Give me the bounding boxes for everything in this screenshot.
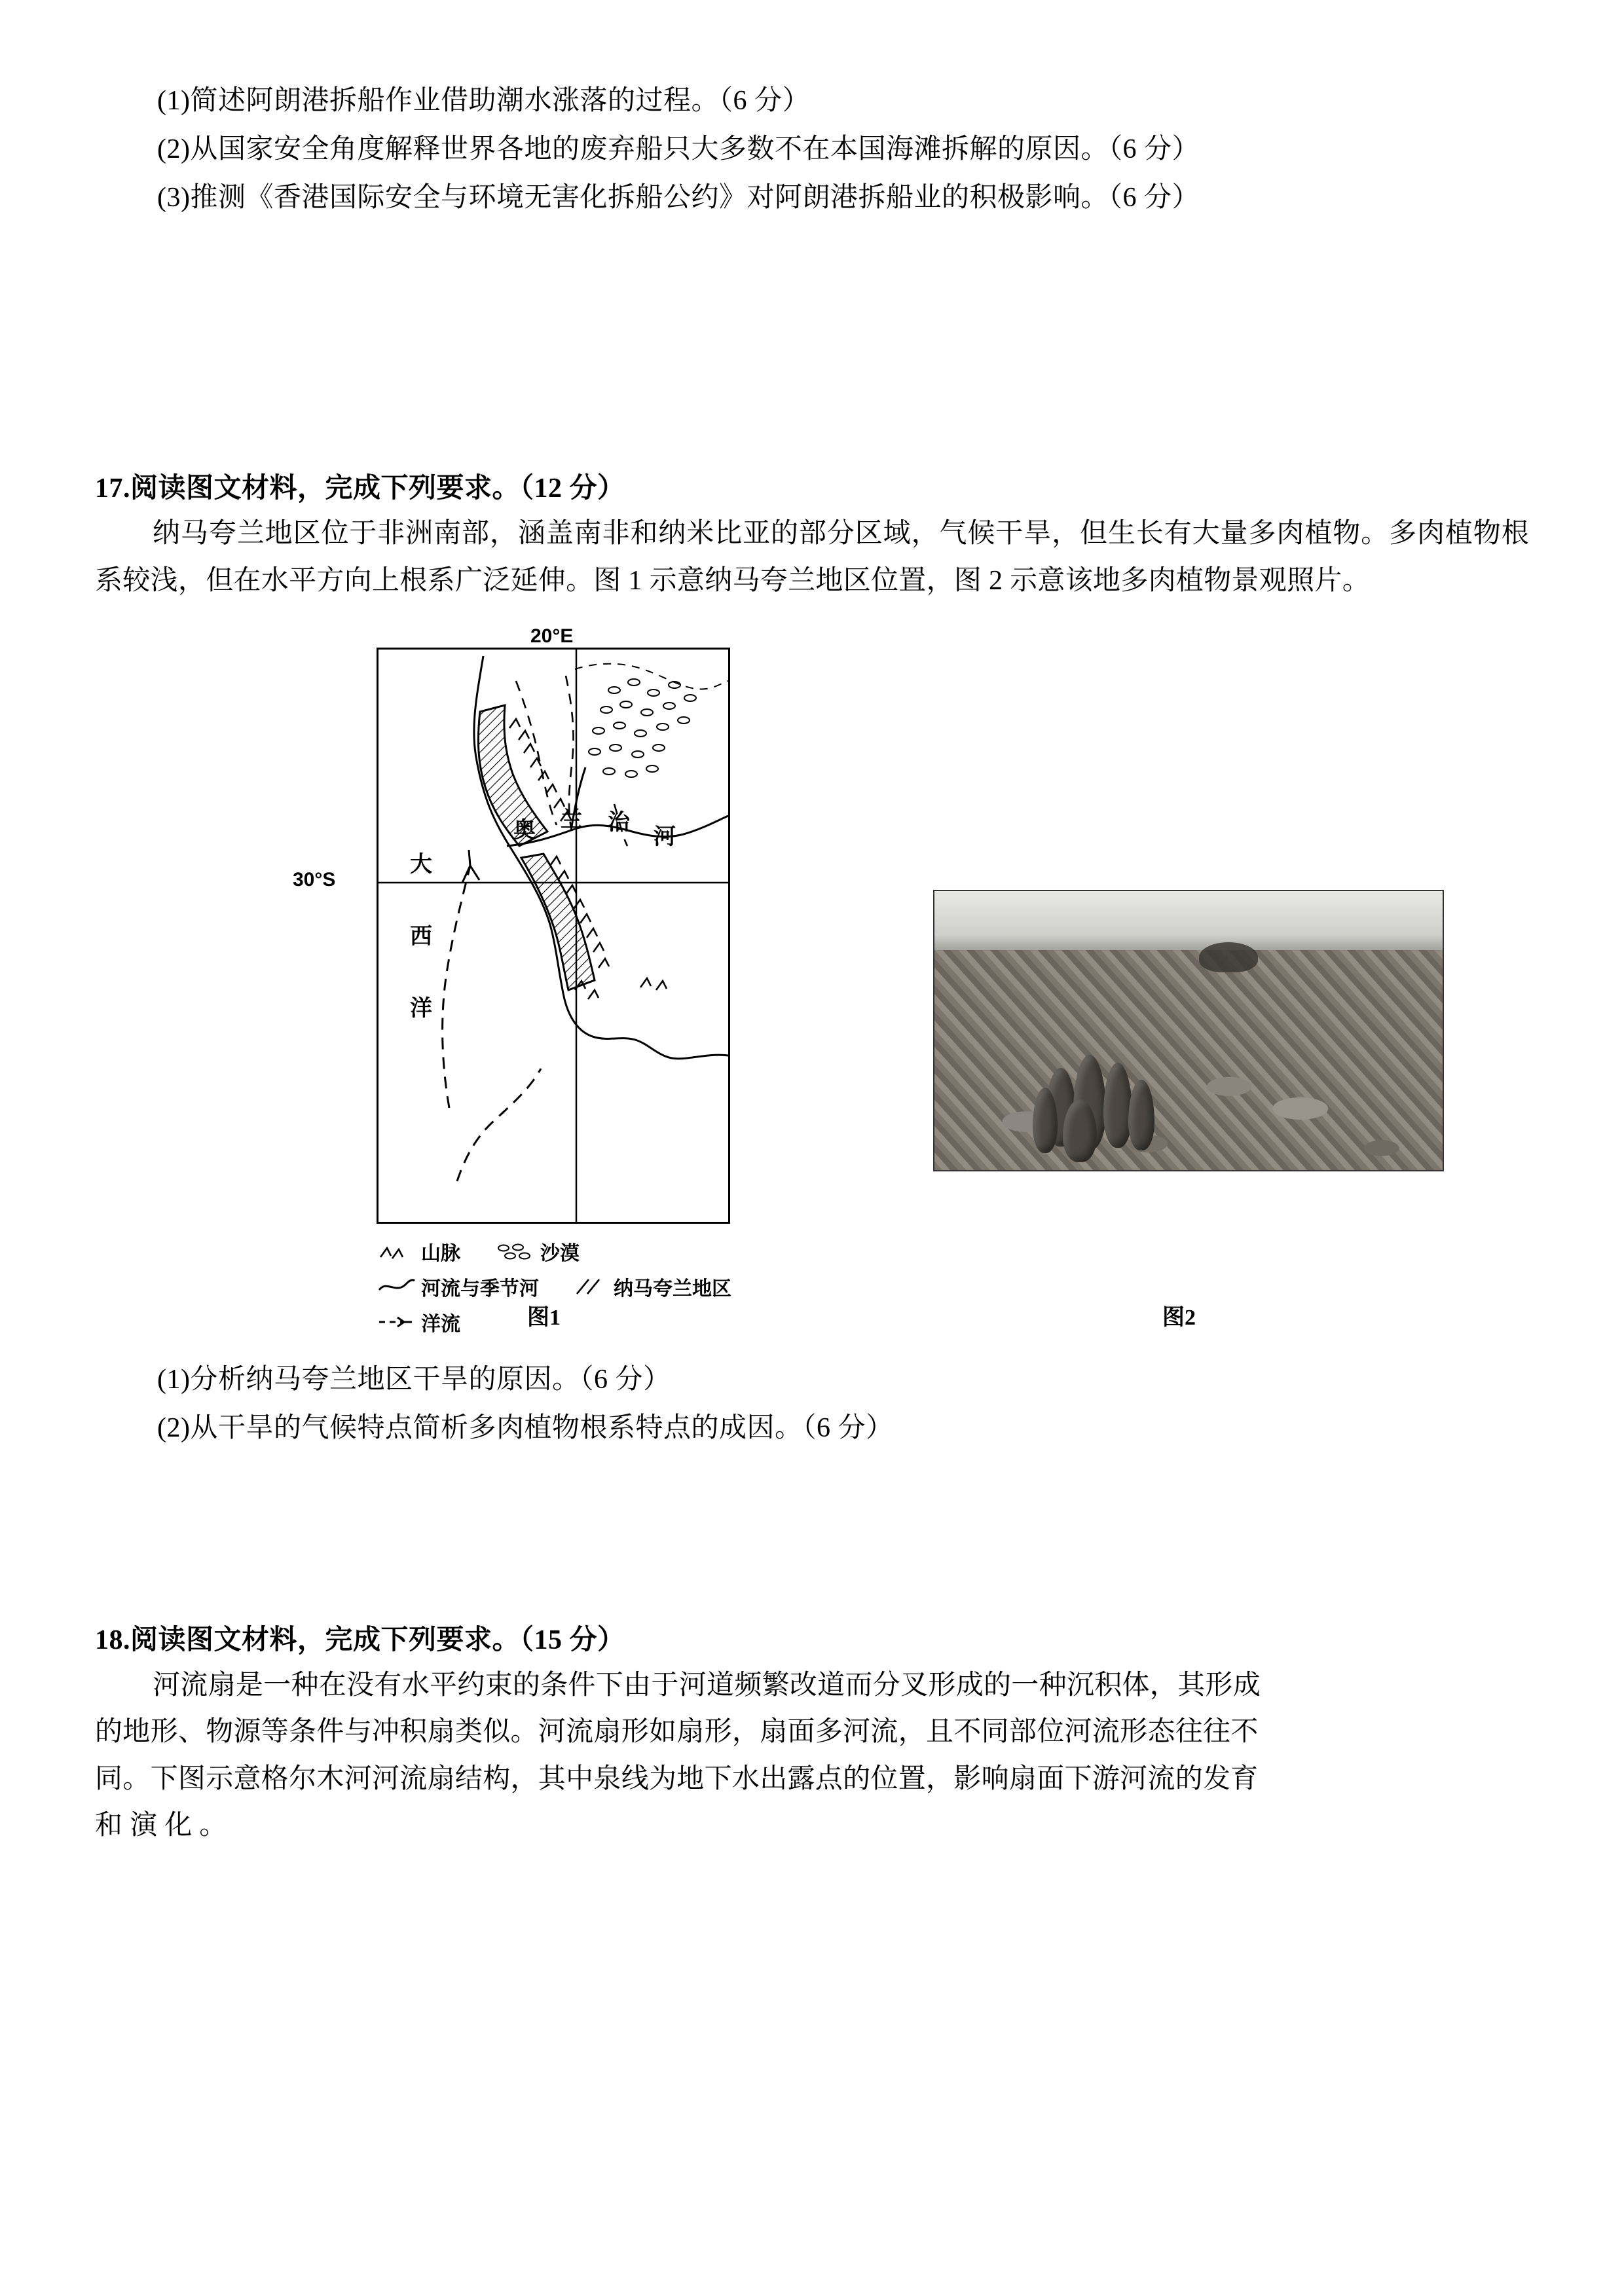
question-18 (95, 1618, 1529, 1850)
legend-item-desert (493, 1237, 580, 1266)
q17-sub-1: (1)分析纳马夸兰地区干旱的原因。（6 分） (157, 1364, 671, 1395)
legend-label-desert: 沙漠 (540, 1242, 580, 1264)
legend-item-namaqualand (572, 1272, 731, 1301)
legend-item-river (377, 1272, 539, 1301)
map-frame (377, 648, 730, 1224)
mountain-icon (377, 1240, 416, 1262)
q17-sub-2: (2)从干旱的气候特点简析多肉植物根系特点的成因。（6 分） (157, 1412, 894, 1443)
figure-group (95, 625, 1529, 1342)
figure1-map (293, 625, 730, 1224)
figure2-caption: 图2 (1162, 1305, 1196, 1330)
spacer-after-q17 (95, 1454, 1529, 1618)
map-legend (377, 1237, 835, 1343)
legend-row-1 (377, 1237, 835, 1266)
q16-sub-3: (3)推测《香港国际安全与环境无害化拆船公约》对阿朗港拆船业的积极影响。（6 分） (157, 183, 1200, 213)
legend-row-3 (377, 1308, 835, 1336)
map-label-lan: 兰 (561, 807, 583, 832)
spacer-after-q16-2 (95, 388, 1529, 466)
legend-item-current (377, 1308, 460, 1336)
legend-label-mountain: 山脉 (421, 1242, 460, 1264)
q18-heading: 18.阅读图文材料，完成下列要求。（15 分） (95, 1625, 625, 1655)
q17-paragraph: 纳马夸兰地区位于非洲南部，涵盖南非和纳米比亚的部分区域，气候干旱，但生长有大量多肉植物。多肉植物根系较浅，但在水平方向上根系广泛延伸。图 1 示意纳马夸兰地区位置，图 2 示意该地多肉植物景观照片。 (95, 519, 1529, 596)
river-icon (377, 1276, 416, 1298)
q16-sub-1: (1)简述阿朗港拆船作业借助潮水涨落的过程。（6 分） (157, 86, 810, 116)
map-label-ao: 奥 (513, 818, 536, 843)
q17-heading: 17.阅读图文材料，完成下列要求。（12 分） (95, 473, 625, 504)
legend-label-current: 洋流 (421, 1313, 460, 1335)
map-label-xi: 西 (410, 924, 432, 949)
spacer-after-q16 (95, 224, 1529, 388)
latitude-label: 30°S (293, 868, 336, 890)
current-arrow-icon (377, 1311, 416, 1333)
q18-line-1: 河流扇是一种在没有水平约束的条件下由于河道频繁改道而分叉形成的一种沉积体，其形成 (153, 1670, 1261, 1700)
question-16-subitems (95, 79, 1529, 220)
photo-ground (934, 950, 1443, 1170)
q16-sub-2: (2)从国家安全角度解释世界各地的废弃船只大多数不在本国海滩拆解的原因。（6 分） (157, 134, 1200, 165)
legend-item-mountain (377, 1237, 460, 1266)
map-label-da: 大 (410, 852, 432, 877)
q18-line-4: 和 演 化 。 (95, 1810, 227, 1841)
legend-label-river: 河流与季节河 (421, 1277, 539, 1300)
figure1-caption: 图1 (527, 1305, 561, 1330)
page-content (95, 79, 1529, 1850)
desert-icon (493, 1240, 535, 1262)
legend-label-namaqualand: 纳马夸兰地区 (614, 1277, 731, 1300)
q18-line-3: 同。下图示意格尔木河河流扇结构，其中泉线为地下水出露点的位置，影响扇面下游河流的发育 (95, 1763, 1259, 1794)
longitude-label: 20°E (530, 625, 574, 647)
legend-row-2 (377, 1272, 835, 1301)
question-17 (95, 466, 1529, 1450)
hatch-icon (572, 1276, 608, 1298)
figure2-photo (933, 890, 1444, 1171)
photo-bush (1199, 942, 1258, 972)
photo-sky (934, 891, 1443, 953)
q18-line-2: 的地形、物源等条件与冲积扇类似。河流扇形如扇形，扇面多河流，且不同部位河流形态往往不 (95, 1717, 1259, 1748)
map-label-he: 河 (654, 824, 676, 849)
map-label-zhi: 治 (608, 810, 630, 835)
map-label-yang: 洋 (410, 996, 432, 1021)
